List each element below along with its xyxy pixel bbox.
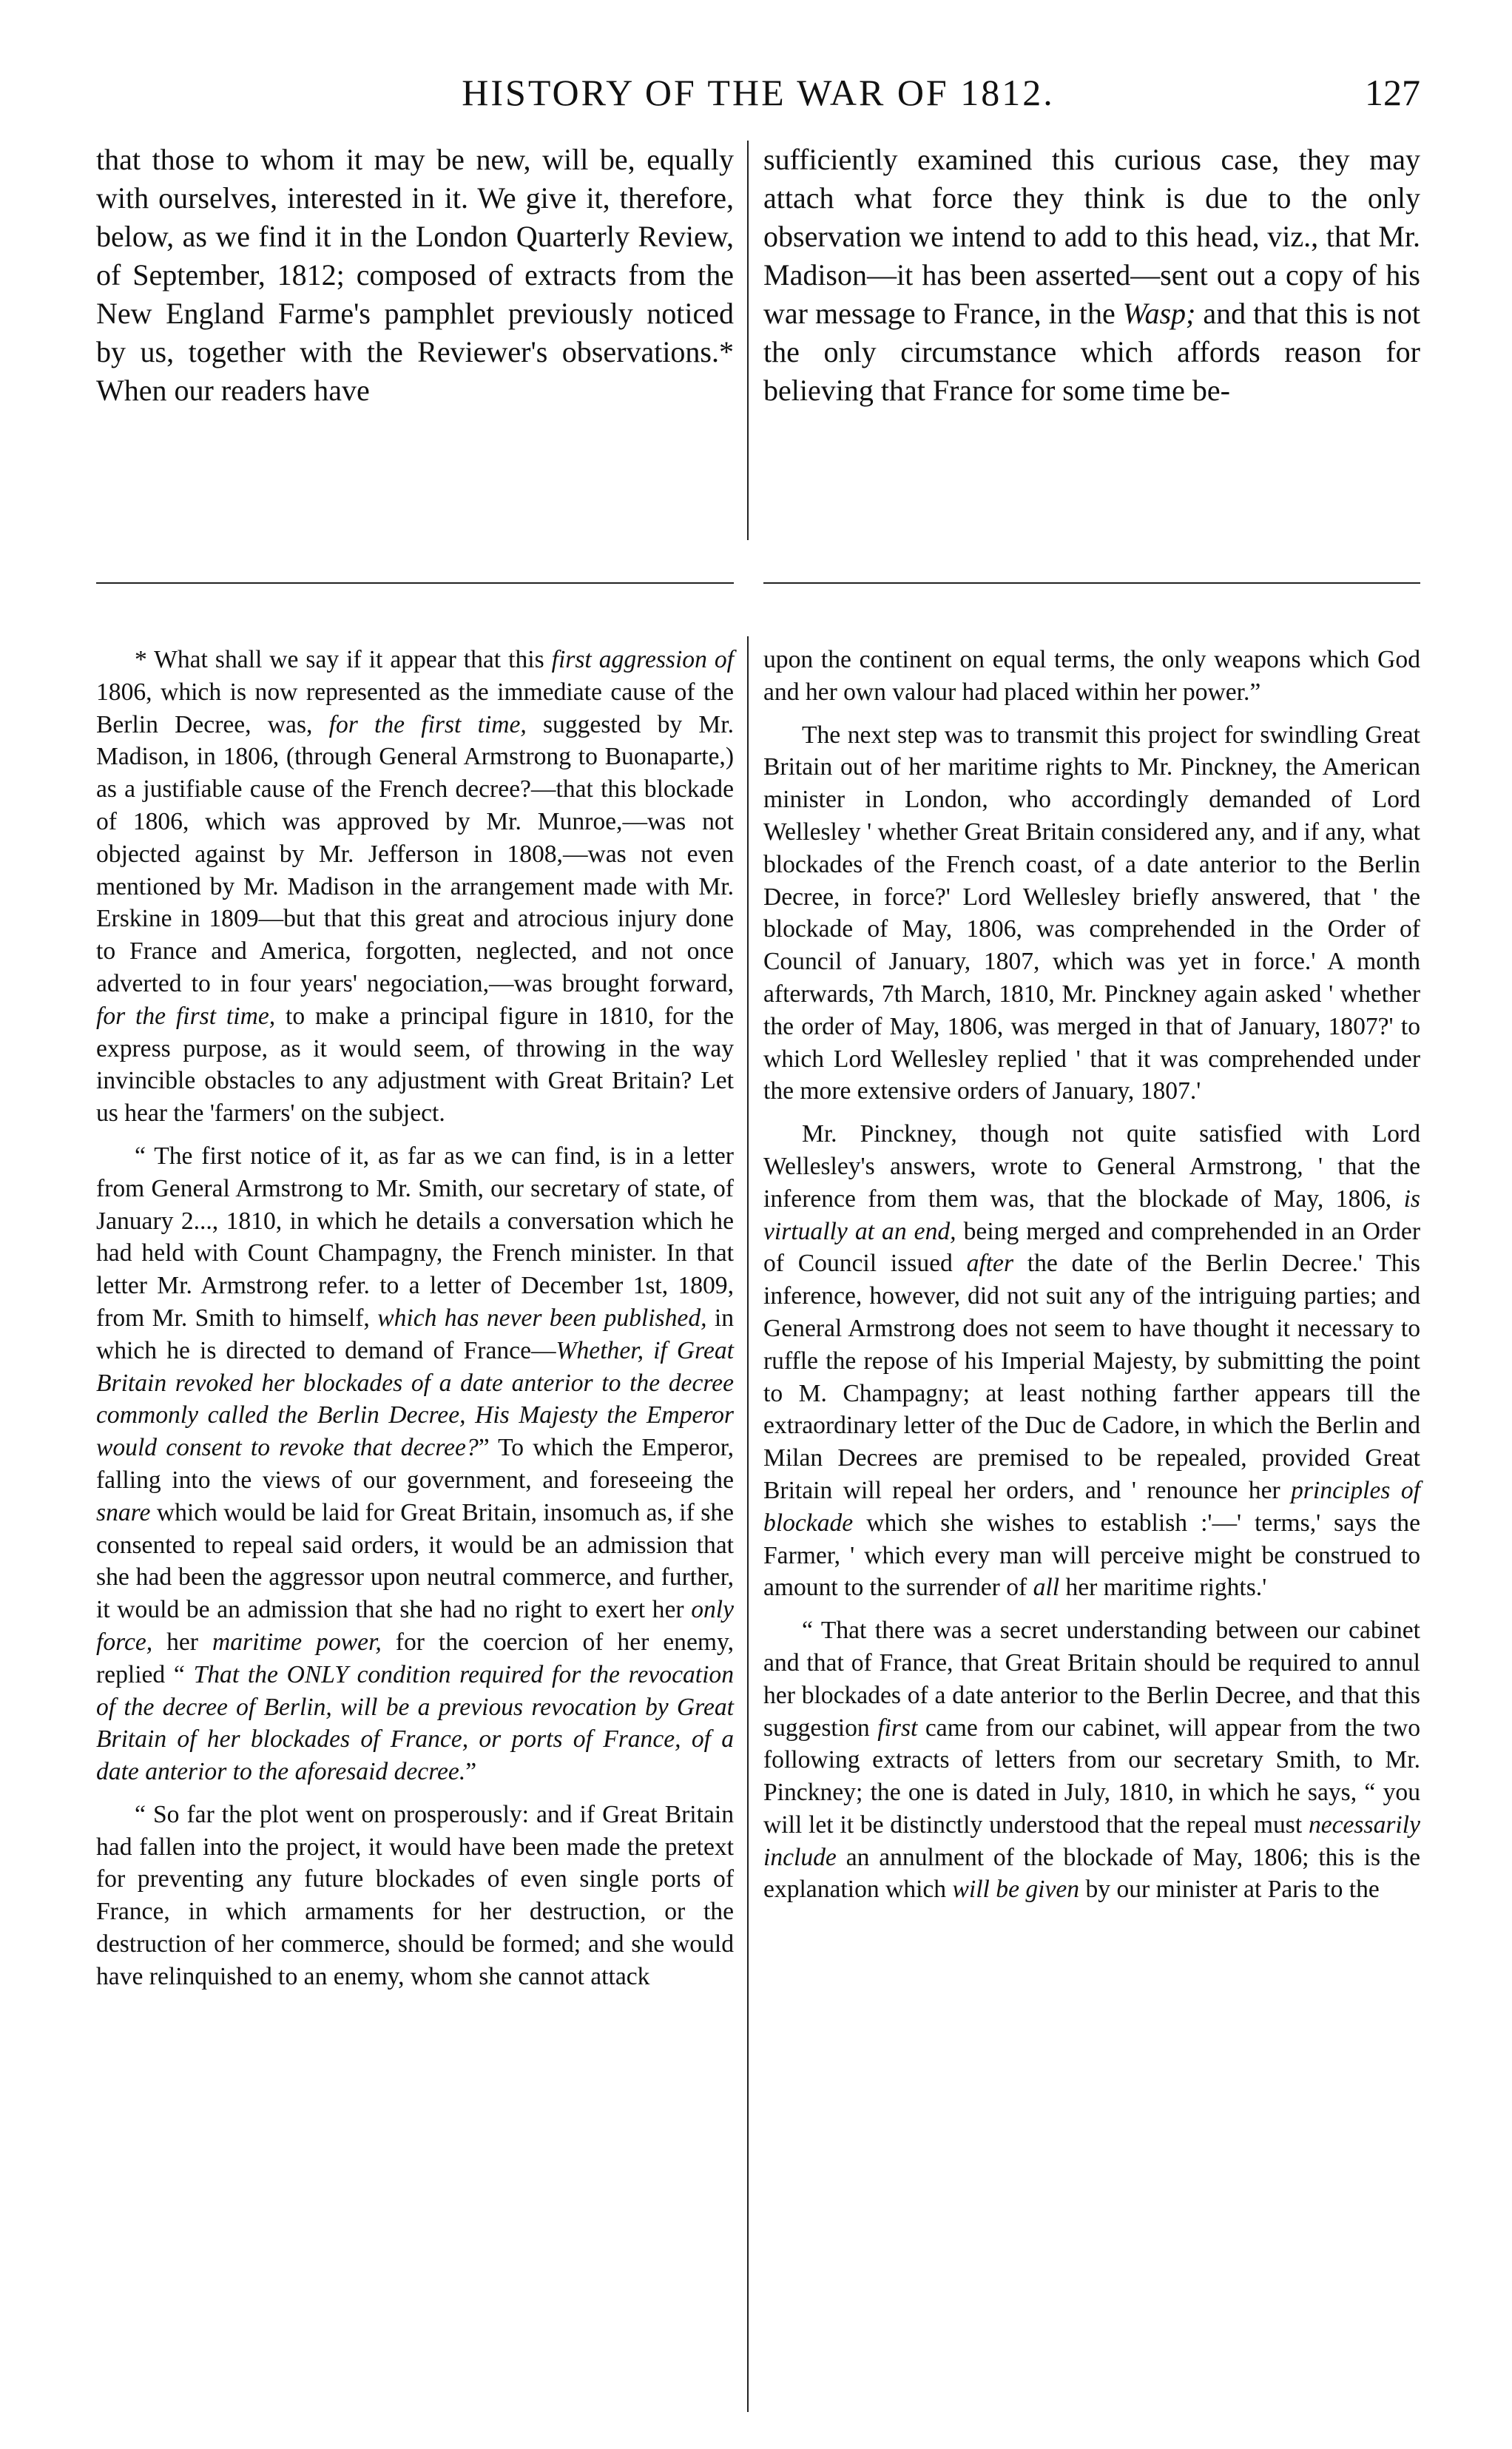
ship-name-wasp: Wasp;	[1122, 297, 1196, 330]
footnote-paragraph	[763, 1118, 1420, 1604]
italic-run: for the first time,	[328, 710, 527, 738]
text-run: in which he is directed to demand of France—	[96, 1304, 735, 1364]
footnote-paragraph	[96, 1140, 734, 1788]
text-run: which she wishes to establish :'—' terms,' says the Farmer, ' which every man will perceive might be construed to amount to the surrender of	[763, 1509, 1420, 1602]
footnote-paragraph	[96, 644, 734, 1130]
text-run: an annulment of the blockade of May, 1806; this is the explanation which	[763, 1843, 1420, 1904]
italic-run: is virtually at an end,	[763, 1185, 1420, 1245]
footnote-left-column	[96, 644, 734, 2449]
column-rule-top	[747, 141, 749, 540]
book-page	[96, 67, 1420, 2390]
text-run: 1806, which is now represented as the immediate cause of the Berlin Decree, was,	[96, 678, 734, 738]
text-run: came from our cabinet, will appear from the two following extracts of letters from our secretary Smith, to Mr. Pinckney; the one is dated in July, 1810, in which he says, “ you will let it be distinctly understood that the repeal must	[763, 1714, 1420, 1839]
text-run: by our minister at Paris to the	[1079, 1876, 1380, 1904]
main-text-right-column	[763, 141, 1420, 525]
text-run: being merged and comprehended in an Order of Council issued	[763, 1217, 1420, 1278]
running-header	[96, 67, 1420, 118]
italic-run: first	[877, 1714, 918, 1742]
main-text-left-column	[96, 141, 734, 525]
text-run: which would be laid for Great Britain, insomuch as, if she consented to repeal said orders, it would be an admission that she had been the aggressor upon neutral commerce, and further, it would be an admission that she had no right to exert her	[96, 1498, 734, 1624]
text-run: upon the continent on equal terms, the only weapons which God and her own valour had placed within her power.”	[763, 646, 1420, 706]
text-run: “ The first notice of it, as far as we can find, is in a letter from General Armstrong to Mr. Smith, our secretary of state, of January 2..., 1810, in which he details a conversation which he had held with Count Champagny, the French minister. In that letter Mr. Armstrong refer. to a letter of December 1st, 1809, from Mr. Smith to himself,	[96, 1142, 734, 1332]
main-text-right-part-b: and that this is not the only circumstance which affords reason for believing that France for some time be-	[763, 297, 1420, 407]
page-number: 127	[1365, 72, 1420, 113]
text-run: ” To which the Emperor, falling into the views of our government, and foreseeing the	[96, 1434, 734, 1494]
footnote-paragraph	[96, 1799, 734, 1993]
text-run: The next step was to transmit this project for swindling Great Britain out of her maritime rights to Mr. Pinckney, the American minister in London, who accordingly demanded of Lord Wellesley ' whether Great Britain considered any, and if any, what blockades of the French coast, of a date anterior to the Berlin Decree, in force?' Lord Wellesley briefly answered, that ' the blockade of May, 1806, was comprehended in the Order of Council of January, 1807, which was yet in force.' A month afterwards, 7th March, 1810, Mr. Pinckney again asked ' whether the order of May, 1806, was merged in that of January, 1807?' to which Lord Wellesley replied ' that it was comprehended under the more extensive orders of January, 1807.'	[763, 721, 1420, 1105]
column-rule-footnote	[747, 636, 749, 2412]
footnote-separator-left	[96, 582, 734, 584]
italic-run: for the first time,	[96, 1002, 276, 1030]
text-run: suggested by Mr. Madison, in 1806, (through General Armstrong to Buonaparte,) as a justifiable cause of the French decree?—that this blockade of 1806, which was approved by Mr. Munroe,—was not objected against by Mr. Jefferson in 1808,—was not even mentioned by Mr. Madison in the arrangement made with Mr. Erskine in 1809—but that this great and atrocious injury done to France and America, forgotten, neglected, and not once adverted to in four years' negociation,—was brought forward,	[96, 710, 734, 997]
italic-run: will be given	[952, 1876, 1080, 1904]
italic-run: maritime power,	[212, 1628, 382, 1656]
running-title: HISTORY OF THE WAR OF 1812.	[462, 72, 1055, 113]
italic-run: necessarily include	[763, 1810, 1420, 1871]
text-run: * What shall we say if it appear that this	[135, 646, 552, 673]
text-run: her	[152, 1628, 212, 1656]
main-text-left: that those to whom it may be new, will be, equally with ourselves, interested in it. We give it, therefore, below, as we find it in the London Quarterly Review, of September, 1812; composed of extracts from the New England Farme's pamphlet previously noticed by us, together with the Reviewer's observations.* When our readers have	[96, 143, 734, 407]
italic-run: which has never been published,	[377, 1304, 707, 1332]
italic-run: all	[1033, 1574, 1060, 1602]
text-run: the date of the Berlin Decree.' This inference, however, did not suit any of the intriguing parties; and General Armstrong does not seem to have thought it necessary to ruffle the repose of his Imperial Majesty, by submitting the point to M. Champagny; at least nothing farther appears till the extraordinary letter of the Duc de Cadore, in which the Berlin and Milan Decrees are premised to be repealed, provided Great Britain will repeal her orders, and ' renounce her	[763, 1250, 1420, 1504]
text-run: ”	[465, 1758, 477, 1786]
footnote-paragraph	[763, 719, 1420, 1108]
text-run: “ That there was a secret understanding between our cabinet and that of France, that Great Britain should be required to annul her blockades of a date anterior to the Berlin Decree, and that this suggestion	[763, 1617, 1420, 1742]
italic-run: only force,	[96, 1596, 734, 1656]
italic-run: after	[966, 1250, 1014, 1278]
main-text-right	[763, 141, 1420, 410]
footnote-paragraph	[763, 1614, 1420, 1906]
footnote-right-column	[763, 644, 1420, 2449]
text-run: Mr. Pinckney, though not quite satisfied with Lord Wellesley's answers, wrote to General Armstrong, ' that the inference from them was, that the blockade of May, 1806,	[763, 1120, 1420, 1213]
footnote-paragraph	[763, 644, 1420, 709]
main-text-right-part-a: sufficiently examined this curious case, they may attach what force they think is due to the only observation we intend to add to this head, viz., that Mr. Madison—it has been asserted—sent out a copy of his war message to France, in the	[763, 143, 1420, 330]
italic-run: first aggression of	[551, 646, 734, 673]
italic-run: snare	[96, 1498, 151, 1526]
italic-run: principles of blockade	[763, 1476, 1420, 1537]
footnote-separator-right	[763, 582, 1420, 584]
italic-run: Whether, if Great Britain revoked her blockades of a date anterior to the decree commonly called the Berlin Decree, His Majesty the Emperor would consent to revoke that decree?	[96, 1336, 734, 1462]
text-run: for the coercion of her enemy, replied “	[96, 1628, 734, 1688]
italic-run: That the ONLY condition required for the revocation of the decree of Berlin, will be a previous revocation by Great Britain of her blockades of France, or ports of France, of a date anterior to the aforesaid decree.	[96, 1660, 734, 1786]
text-run: to make a principal figure in 1810, for the express purpose, as it would seem, of throwing in the way invincible obstacles to any adjustment with Great Britain? Let us hear the 'farmers' on the subject.	[96, 1002, 734, 1128]
text-run: “ So far the plot went on prosperously: and if Great Britain had fallen into the project, it would have been made the pretext for preventing any future blockades of even single ports of France, in which armaments for her destruction, or the destruction of her commerce, should be formed; and she would have relinquished to an enemy, whom she cannot attack	[96, 1800, 734, 1990]
text-run: her maritime rights.'	[1059, 1574, 1267, 1602]
